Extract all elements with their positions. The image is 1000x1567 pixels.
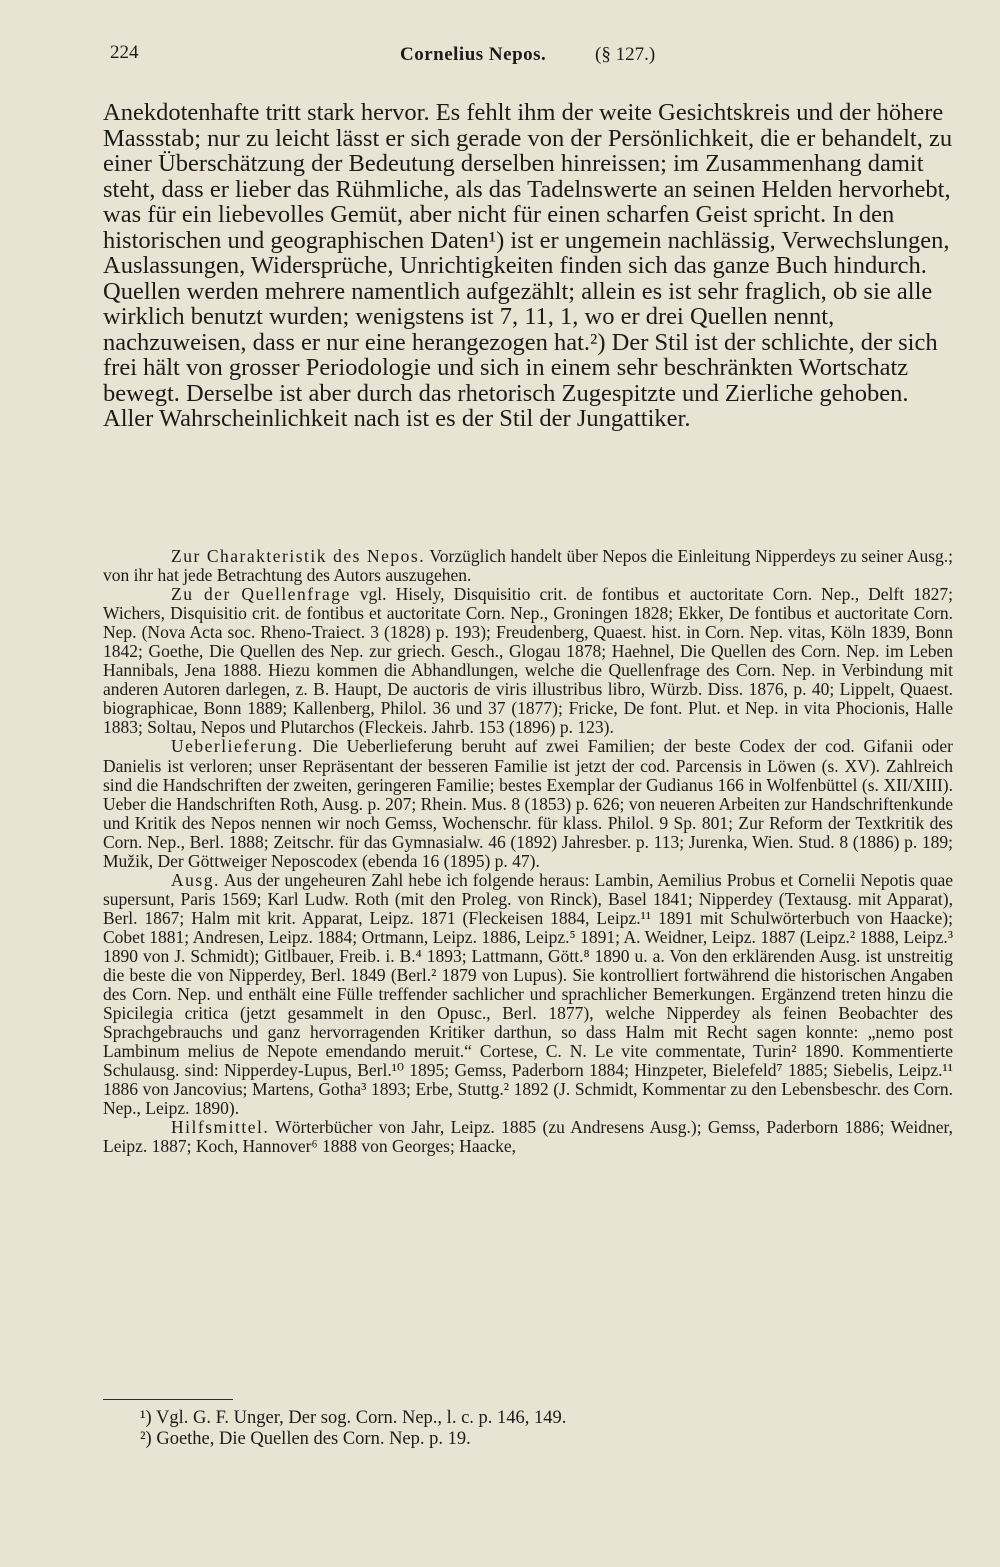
main-text: [103, 100, 953, 432]
page-number: 224: [110, 42, 139, 63]
note-text: vgl. Hisely, Disquisitio crit. de fontibus et auctoritate Corn. Nep., Delft 1827; Wichers, Disquisitio crit. de fontibus et auctoritate Corn. Nep., Groningen 1828; Ekker, De fontibus et auctoritate Corn. Nep. (Nova Acta soc. Rheno-Traiect. 3 (1828) p. 193); Freudenberg, Quaest. hist. in Corn. Nep. vitas, Köln 1839, Bonn 1842; Goethe, Die Quellen des Nep. zur griech. Gesch., Glogau 1878; Haehnel, Die Quellen des Corn. Nep. im Leben Hannibals, Jena 1888. Hiezu kommen die Abhandlungen, welche die Quellenfrage des Corn. Nep. in Verbindung mit anderen Autoren darlegen, z. B. Haupt, De auctoris de viris illustribus libro, Würzb. Diss. 1876, p. 40; Lippelt, Quaest. biographicae, Bonn 1889; Kallenberg, Philol. 36 und 37 (1877); Fricke, De font. Plut. et Nep. in vita Phocionis, Halle 1883; Soltau, Nepos und Plutarchos (Fleckeis. Jahrb. 153 (1896) p. 123).: [103, 584, 954, 738]
note-aids: [103, 1118, 953, 1156]
section-number: (§ 127.): [595, 44, 656, 65]
note-text: Die Ueberlieferung beruht auf zwei Familien; der beste Codex der cod. Gifanii oder Danielis ist verloren; unser Repräsentant der besseren Familie ist jetzt der cod. Parcensis in Löwen (s. XV). Zahlreich sind die Handschriften der zweiten, geringeren Familie; bestes Exemplar der Gudianus 166 in Wolfenbüttel (s. XII/XIII). Ueber die Handschriften Roth, Ausg. p. 207; Rhein. Mus. 8 (1853) p. 626; von neueren Arbeiten zur Handschriftenkunde und Kritik des Nepos nennen wir noch Gemss, Wochenschr. für klass. Philol. 9 Sp. 801; Zur Reform der Textkritik des Corn. Nep., Berl. 1888; Zeitschr. für das Gymnasialw. 46 (1892) Jahresber. p. 113; Jurenka, Wien. Stud. 8 (1886) p. 189; Mužik, Der Göttweiger Neposcodex (ebenda 16 (1895) p. 47).: [103, 736, 954, 871]
note-sources: [103, 585, 953, 737]
note-text: Wörterbücher von Jahr, Leipz. 1885 (zu Andresens Ausg.); Gemss, Paderborn 1886; Weidner, Leipz. 1887; Koch, Hannover⁶ 1888 von Georges; Haacke,: [103, 1117, 954, 1157]
notes-block: [103, 547, 953, 1157]
footnote-mark: ²): [140, 1429, 152, 1449]
note-characteristics: [103, 547, 953, 585]
note-heading: Ueberlieferung.: [171, 736, 304, 757]
main-paragraph: Anekdotenhafte tritt stark hervor. Es fehlt ihm der weite Gesichtskreis und der höhere Massstab; nur zu leicht lässt er sich gerade von der Persönlichkeit, die er behandelt, zu einer Überschätzung der Bedeutung derselben hinreissen; im Zusammenhang damit steht, dass er lieber das Rühmliche, als das Tadelnswerte an seinen Helden hervorhebt, was für ein liebevolles Gemüt, aber nicht für einen scharfen Geist spricht. In den historischen und geographischen Daten¹) ist er ungemein nachlässig, Verwechslungen, Auslassungen, Widersprüche, Unrichtigkeiten finden sich das ganze Buch hindurch. Quellen werden mehrere namentlich aufgezählt; allein es ist sehr fraglich, ob sie alle wirklich benutzt wurden; wenigstens ist 7, 11, 1, wo er drei Quellen nennt, nachzuweisen, dass er nur eine herangezogen hat.²) Der Stil ist der schlichte, der sich frei hält von grosser Periodologie und sich in einem sehr beschränkten Wortschatz bewegt. Derselbe ist aber durch das rhetorisch Zugespitzte und Zierliche gehoben. Aller Wahrscheinlichkeit nach ist es der Stil der Jungattiker.: [103, 99, 953, 432]
note-text: Vorzüglich handelt über Nepos die Einleitung Nipperdeys zu seiner Ausg.; von ihr hat jede Betrachtung des Autors auszugehen.: [103, 546, 953, 586]
footnote-divider: [103, 1399, 233, 1400]
footnote-mark: ¹): [140, 1408, 152, 1428]
note-heading: Zu der Quellenfrage: [171, 584, 351, 605]
running-header: [110, 42, 850, 72]
footnotes: [140, 1408, 840, 1450]
note-editions: [103, 871, 953, 1119]
note-text: Aus der ungeheuren Zahl hebe ich folgende heraus: Lambin, Aemilius Probus et Cornelii Nepotis quae supersunt, Paris 1569; Karl Ludw. Roth (mit den Proleg. von Rinck), Basel 1841; Nipperdey (Textausg. mit Apparat), Berl. 1867; Halm mit krit. Apparat, Leipz. 1871 (Fleckeisen 1884, Leipz.¹¹ 1891 mit Schulwörterbuch von Haacke); Cobet 1881; Andresen, Leipz. 1884; Ortmann, Leipz. 1886, Leipz.⁵ 1891; A. Weidner, Leipz. 1887 (Leipz.² 1888, Leipz.³ 1890 von J. Schmidt); Gitlbauer, Freib. i. B.⁴ 1893; Lattmann, Gött.⁸ 1890 u. a. Von den erklärenden Ausg. ist unstreitig die beste die von Nipperdey, Berl. 1849 (Berl.² 1879 von Lupus). Sie kontrolliert fortwährend die historischen Angaben des Corn. Nep. und enthält eine Fülle treffender sachlicher und sprachlicher Bemerkungen. Ergänzend treten hinzu die Spicilegia critica (jetzt gesammelt in den Opusc., Berl. 1877), welche Nipperdey als feinen Beobachter des Sprachgebrauchs und ganz hervorragenden Kritiker darthun, so dass Halm mit Recht sagen konnte: „nemo post Lambinum melius de Nepote emendando meruit.“ Cortese, C. N. Le vite commentate, Turin² 1890. Kommentierte Schulausg. sind: Nipperdey-Lupus, Berl.¹⁰ 1895; Gemss, Paderborn 1884; Hinzpeter, Bielefeld⁷ 1885; Siebelis, Leipz.¹¹ 1886 von Jancovius; Martens, Gotha³ 1893; Erbe, Stuttg.² 1892 (J. Schmidt, Kommentar zu den Lebensbeschr. des Corn. Nep., Leipz. 1890).: [103, 869, 953, 1119]
note-heading: Hilfsmittel.: [171, 1117, 270, 1138]
note-heading: Ausg.: [171, 869, 220, 890]
footnote-text: Goethe, Die Quellen des Corn. Nep. p. 19.: [156, 1429, 471, 1449]
footnote-text: Vgl. G. F. Unger, Der sog. Corn. Nep., l. c. p. 146, 149.: [156, 1408, 567, 1428]
footnote-1: [140, 1408, 840, 1429]
running-title: Cornelius Nepos.: [400, 44, 547, 65]
footnote-2: [140, 1429, 840, 1450]
note-transmission: [103, 737, 953, 870]
note-heading: Zur Charakteristik des Nepos.: [171, 546, 426, 566]
